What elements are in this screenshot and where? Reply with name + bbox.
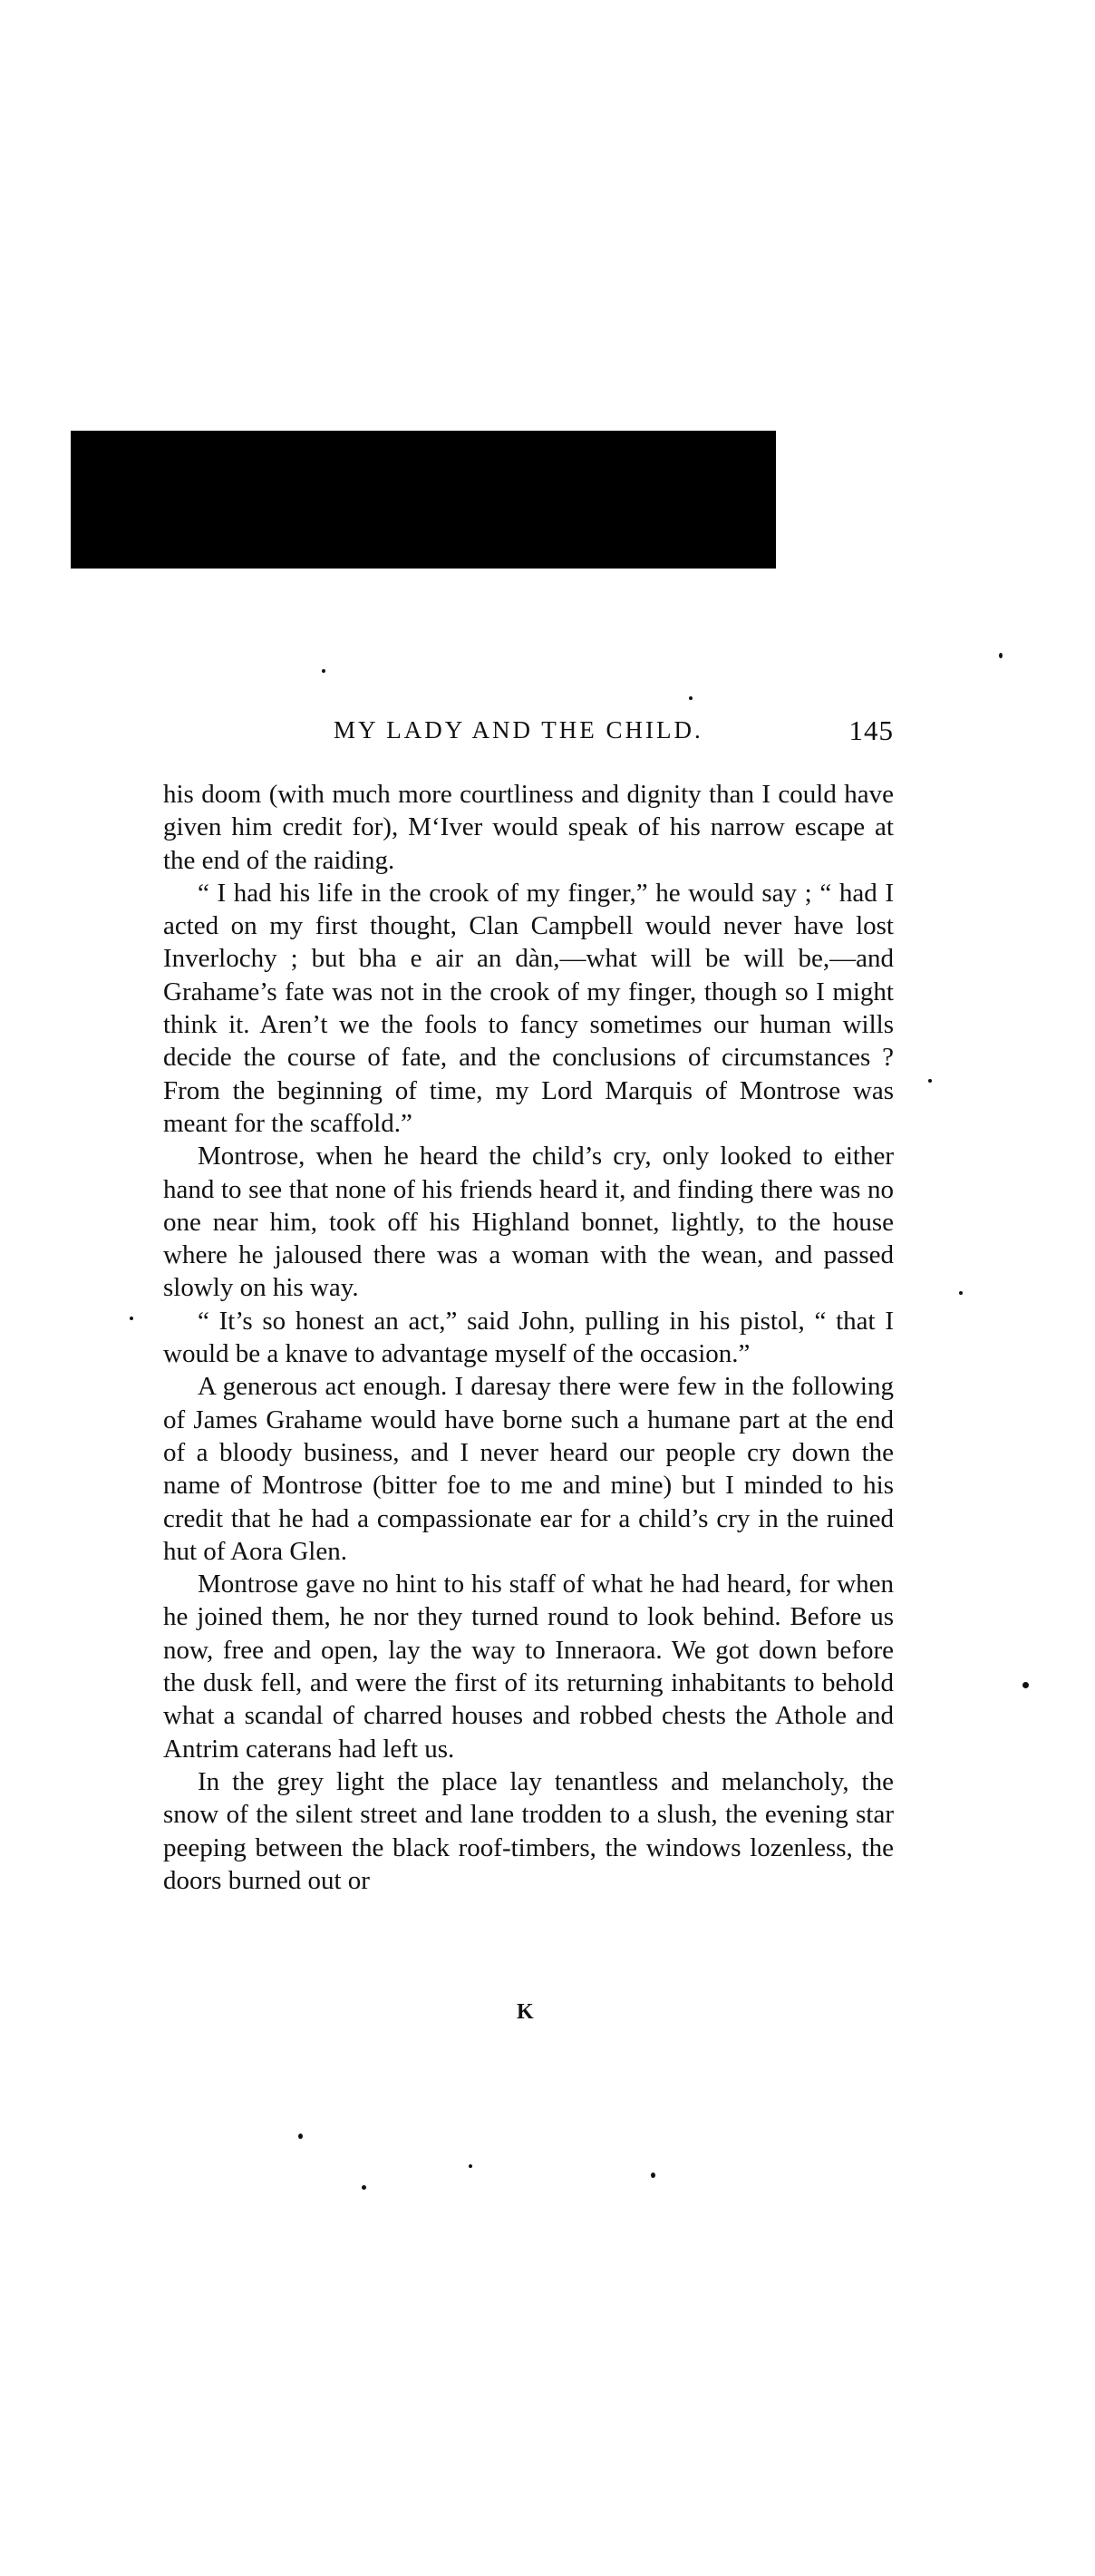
running-title: MY LADY AND THE CHILD. <box>334 716 703 744</box>
print-speck <box>469 2164 472 2168</box>
print-speck <box>651 2173 655 2178</box>
print-speck <box>1022 1682 1029 1688</box>
print-speck <box>362 2185 366 2190</box>
running-head <box>163 716 894 753</box>
print-speck <box>322 669 325 673</box>
page-number: 145 <box>848 714 894 746</box>
print-speck <box>999 653 1003 658</box>
paragraph: Montrose, when he heard the child’s cry, only looked to either hand to see that none of his friends heard it, and finding there was no one near him, took off his Highland bonnet, lightly, to the house where he jaloused there was a woman with the wean, and passed slowly on his way. <box>163 1142 894 1303</box>
paragraph: his doom (with much more courtliness and dignity than I could have given him credit for), M‘Iver would speak of his narrow escape at the end of the raiding. <box>163 780 894 875</box>
print-speck <box>130 1317 133 1320</box>
paragraph: Montrose gave no hint to his staff of what he had heard, for when he joined them, he nor they turned round to look behind. Before us now, free and open, lay the way to Inneraora. We got down before the dusk fell, and were the first of its returning inhabitants to behold what a scandal of charred houses and robbed chests the Athole and Antrim caterans had left us. <box>163 1570 894 1764</box>
print-speck <box>689 696 693 700</box>
paragraph: A generous act enough. I daresay there were few in the following of James Grahame would have borne such a humane part at the end of a bloody business, and I never heard our people cry down the name of Montrose (bitter foe to me and mine) but I minded to his credit that he had a compassionate ear for a child’s cry in the ruined hut of Aora Glen. <box>163 1372 894 1566</box>
print-speck <box>959 1291 963 1295</box>
redaction-block <box>71 431 776 569</box>
paragraph: “ It’s so honest an act,” said John, pulling in his pistol, “ that I would be a knave to advantage myself of the occasion.” <box>163 1306 894 1369</box>
body-text <box>163 778 894 1897</box>
paragraph: In the grey light the place lay tenantless and melancholy, the snow of the silent street and lane trodden to a slush, the evening star peeping between the black roof-timbers, the windows lozenless, the doors burned out or <box>163 1766 894 1895</box>
print-speck <box>928 1079 932 1083</box>
paragraph: “ I had his life in the crook of my finger,” he would say ; “ had I acted on my first thought, Clan Campbell would never have lost Inverlochy ; but bha e air an dàn,—what will be will be,—and Grahame’s fate was not in the crook of my finger, though so I might think it. Aren’t we the fools to fancy sometimes our human wills decide the course of fate, and the conclusions of circumstances ? From the beginning of time, my Lord Marquis of Montrose was meant for the scaffold.” <box>163 878 894 1138</box>
print-speck <box>298 2134 303 2139</box>
signature-mark: K <box>517 2000 535 2024</box>
